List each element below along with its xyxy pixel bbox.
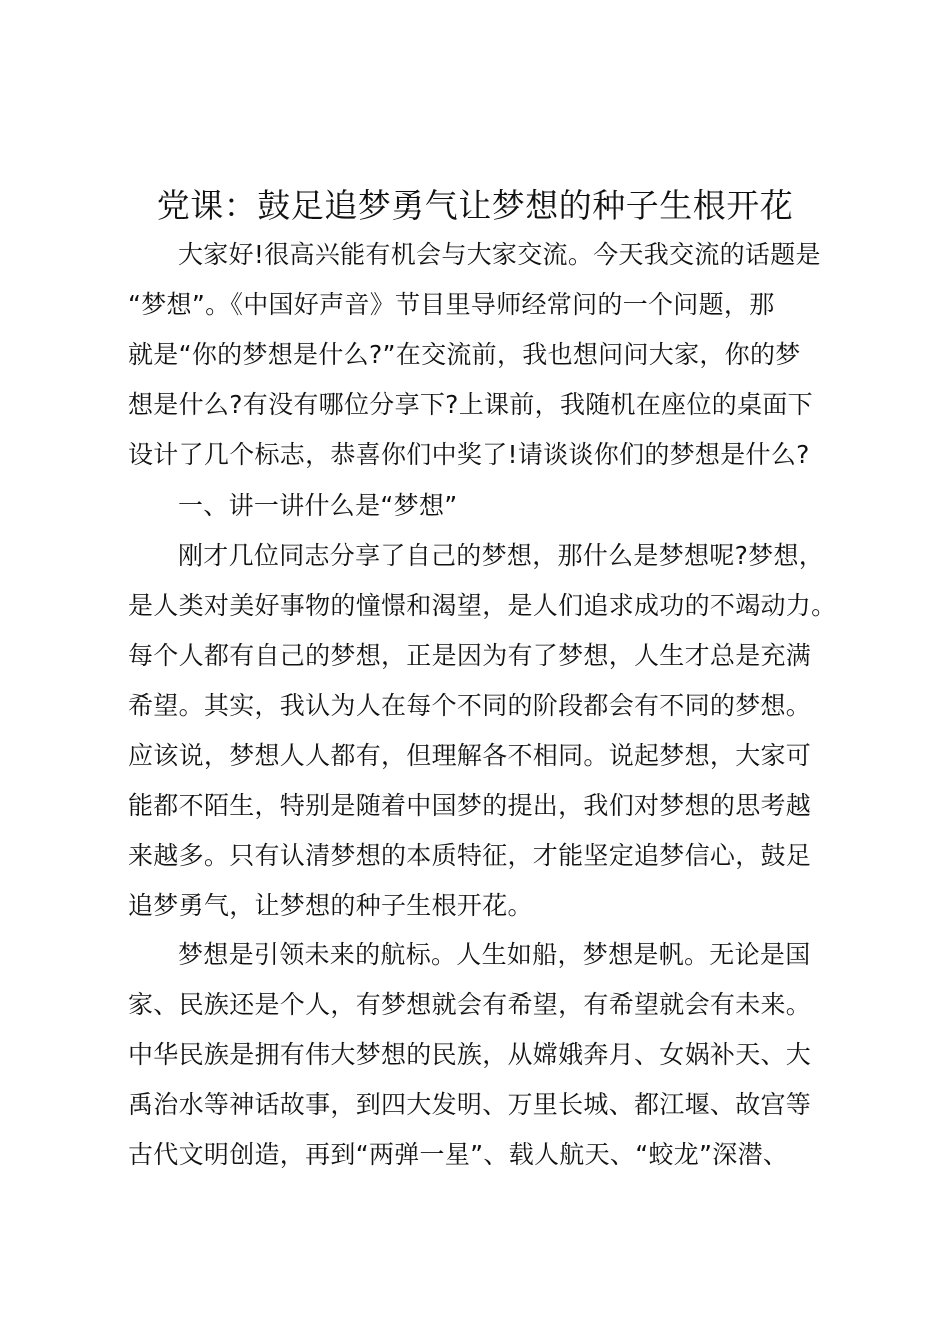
section-heading: 一、讲一讲什么是“梦想” [178,491,458,520]
paragraph-line: 设计了几个标志，恭喜你们中奖了!请谈谈你们的梦想是什么? [128,440,810,469]
paragraph-line: 来越多。只有认清梦想的本质特征，才能坚定追梦信心，鼓足 [128,841,812,870]
paragraph-line: 梦想是引领未来的航标。人生如船，梦想是帆。无论是国 [178,940,811,969]
document-title: 党课：鼓足追梦勇气让梦想的种子生根开花 [156,186,794,225]
paragraph-line: 应该说，梦想人人都有，但理解各不相同。说起梦想，大家可 [128,741,812,770]
paragraph-line: 刚才几位同志分享了自己的梦想，那什么是梦想呢?梦想， [178,541,825,570]
paragraph-line: 家、民族还是个人，有梦想就会有希望，有希望就会有未来。 [128,990,812,1019]
paragraph-line: 大家好!很高兴能有机会与大家交流。今天我交流的话题是 [178,240,821,269]
paragraph-line: 希望。其实，我认为人在每个不同的阶段都会有不同的梦想。 [128,691,812,720]
paragraph-line: 古代文明创造，再到“两弹一星”、载人航天、“蛟龙”深潜、 [128,1140,789,1169]
paragraph-line: 中华民族是拥有伟大梦想的民族，从嫦娥奔月、女娲补天、大 [128,1040,812,1069]
paragraph-line: 禹治水等神话故事，到四大发明、万里长城、都江堰、故宫等 [128,1090,812,1119]
paragraph-line: 想是什么?有没有哪位分享下?上课前，我随机在座位的桌面下 [128,390,813,419]
paragraph-line: 能都不陌生，特别是随着中国梦的提出，我们对梦想的思考越 [128,791,812,820]
paragraph-line: 每个人都有自己的梦想，正是因为有了梦想，人生才总是充满 [128,641,812,670]
paragraph-line: 追梦勇气，让梦想的种子生根开花。 [128,891,533,920]
paragraph-line: 就是“你的梦想是什么?”在交流前，我也想问问大家，你的梦 [128,340,801,369]
paragraph-line: “梦想”。《中国好声音》节目里导师经常问的一个问题，那 [128,290,775,319]
paragraph-line: 是人类对美好事物的憧憬和渴望，是人们追求成功的不竭动力。 [128,591,837,620]
